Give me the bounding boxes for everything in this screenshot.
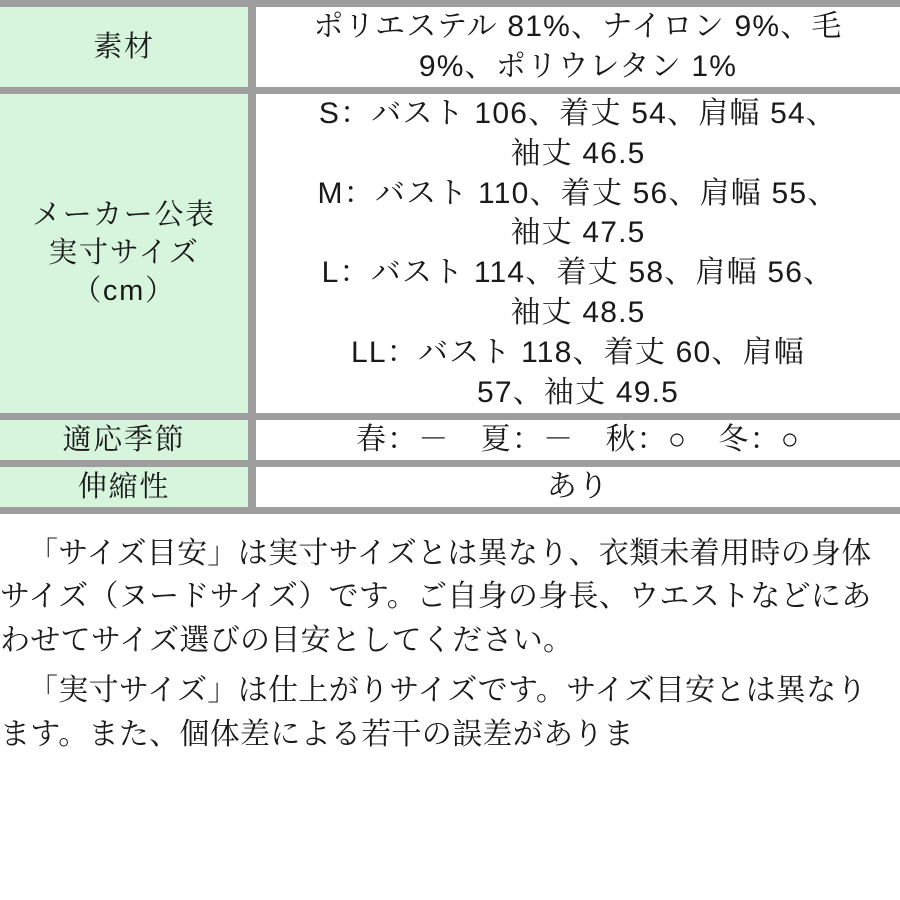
row-rule: [0, 460, 900, 467]
table-row: [0, 420, 900, 460]
size-line-ll-2: 57、袖丈 49.5: [476, 376, 680, 410]
size-line-m-2: 袖丈 47.5: [510, 216, 646, 250]
row-rule: [0, 413, 900, 420]
column-divider: [248, 420, 256, 460]
size-line-ll-1: LL：バスト 118、着丈 60、肩幅: [350, 336, 806, 370]
table-row: [0, 7, 900, 87]
size-line-l-2: 袖丈 48.5: [510, 296, 646, 330]
row-rule: [0, 507, 900, 514]
note-paragraph-actual-size: 「実寸サイズ」は仕上がりサイズです。サイズ目安とは異なります。また、個体差による若干の誤差がありま: [0, 674, 867, 751]
row-separator: [0, 507, 900, 514]
material-line-1: ポリエステル 81%、ナイロン 9%、毛: [313, 10, 843, 43]
column-divider: [248, 94, 256, 413]
row-separator: [0, 460, 900, 467]
notes-section: [0, 514, 900, 757]
measurements-label-line-1: メーカー公表: [32, 198, 216, 231]
spec-label-stretch: 伸縮性: [0, 467, 248, 507]
spec-label-material: 素材: [0, 7, 248, 87]
spec-label-season: 適応季節: [0, 420, 248, 460]
size-line-m-1: M：バスト 110、着丈 56、肩幅 55、: [317, 176, 839, 210]
specification-table: [0, 7, 900, 514]
table-row: [0, 94, 900, 413]
row-rule: [0, 87, 900, 94]
spec-value-measurements: [256, 94, 900, 413]
table-row: [0, 467, 900, 507]
spec-value-material: [256, 7, 900, 87]
spec-value-season: 春：－ 夏：－ 秋：○ 冬：○: [256, 420, 900, 460]
size-line-s-2: 袖丈 46.5: [510, 136, 646, 170]
column-divider: [248, 7, 256, 87]
measurements-label-line-2: 実寸サイズ: [48, 237, 200, 270]
spec-value-stretch: あり: [256, 467, 900, 507]
material-line-2: 9%、ポリウレタン 1%: [418, 49, 738, 83]
size-line-s-1: S：バスト 106、着丈 54、肩幅 54、: [318, 96, 838, 130]
row-separator: [0, 87, 900, 94]
spec-label-measurements: [0, 94, 248, 413]
row-separator: [0, 413, 900, 420]
table-top-rule: [0, 0, 900, 7]
measurements-label-line-3: （cm）: [72, 275, 176, 308]
note-paragraph-size-guide: 「サイズ目安」は実寸サイズとは異なり、衣類未着用時の身体サイズ（ヌードサイズ）です。ご自身の身長、ウエストなどにあわせてサイズ選びの目安としてください。: [0, 536, 872, 658]
size-line-l-1: L：バスト 114、着丈 58、肩幅 56、: [321, 256, 835, 290]
column-divider: [248, 467, 256, 507]
